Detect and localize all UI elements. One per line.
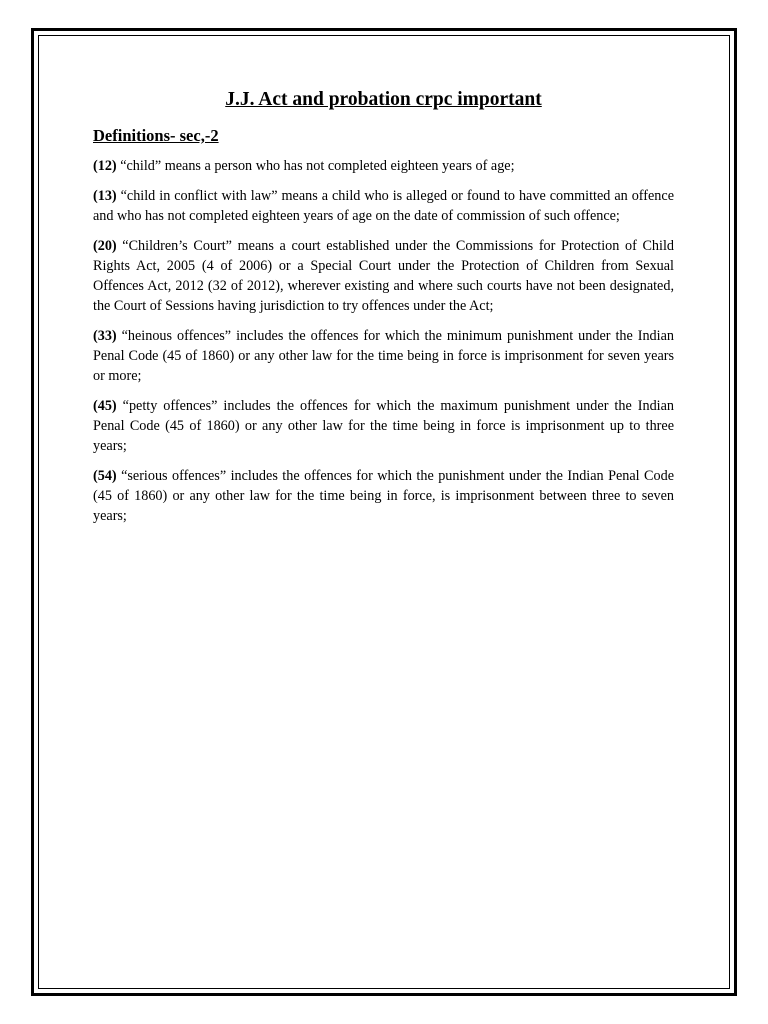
document-body: [93, 88, 674, 536]
definition-45: [93, 396, 674, 456]
definition-13: [93, 186, 674, 226]
section-heading: Definitions- sec,-2: [93, 126, 219, 145]
definition-20: [93, 236, 674, 316]
definition-number: (45): [93, 398, 117, 414]
definition-text: “heinous offences” includes the offences for which the minimum punishment under the Indian Penal Code (45 of 1860) or any other law for the time being in force is imprisonment for seven years or more;: [93, 328, 674, 384]
definition-12: [93, 156, 674, 176]
definition-text: “child” means a person who has not completed eighteen years of age;: [116, 158, 515, 174]
definition-text: “Children’s Court” means a court established under the Commissions for Protection of Child Rights Act, 2005 (4 of 2006) or a Special Court under the Protection of Children from Sexual Offences Act, 2012 (32 of 2012), wherever existing and where such courts have not been designated, the Court of Sessions having jurisdiction to try offences under the Act;: [93, 238, 674, 314]
document-title: J.J. Act and probation crpc important: [225, 89, 542, 110]
definition-number: (20): [93, 238, 117, 254]
definition-text: “serious offences” includes the offences for which the punishment under the Indian Penal Code (45 of 1860) or any other law for the time being in force, is imprisonment between three to seven years;: [93, 468, 674, 524]
definition-number: (54): [93, 468, 117, 484]
definition-number: (33): [93, 328, 117, 344]
definition-54: [93, 466, 674, 526]
definition-text: “petty offences” includes the offences for which the maximum punishment under the Indian Penal Code (45 of 1860) or any other law for the time being in force is imprisonment up to three years;: [93, 398, 674, 454]
definition-number: (13): [93, 188, 117, 204]
definition-33: [93, 326, 674, 386]
definition-text: “child in conflict with law” means a child who is alleged or found to have committed an offence and who has not completed eighteen years of age on the date of commission of such offence;: [93, 188, 674, 224]
definition-number: (12): [93, 158, 117, 174]
